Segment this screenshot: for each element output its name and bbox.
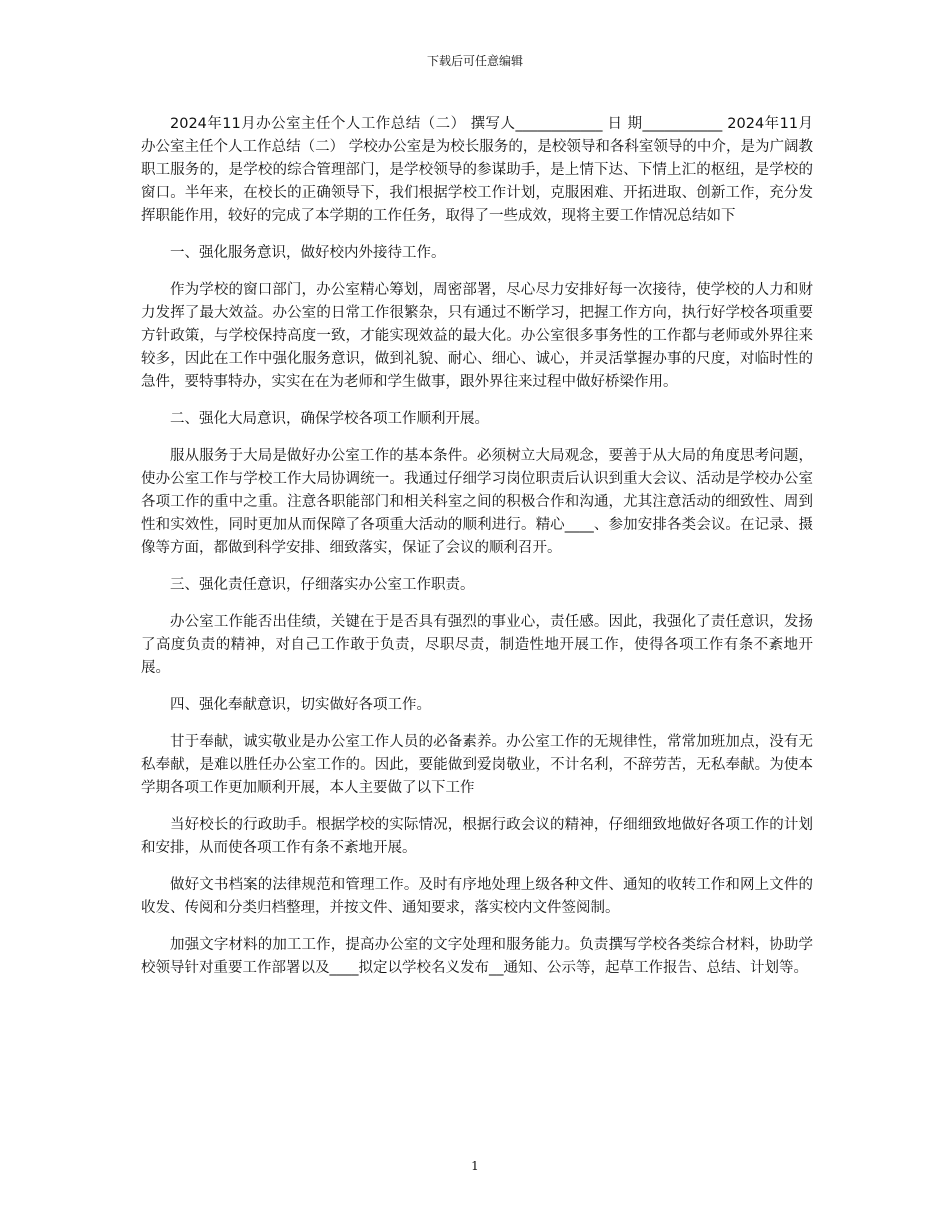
work-item-paragraph-2: 做好文书档案的法律规范和管理工作。及时有序地处理上级各种文件、通知的收转工作和网上文件的收发、传阅和分类归档整理，并按文件、通知要求，落实校内文件签阅制。	[141, 877, 813, 916]
section-heading-1: 一、强化服务意识，做好校内外接待工作。	[170, 245, 446, 261]
work-item-paragraph-3: 加强文字材料的加工工作，提高办公室的文字处理和服务能力。负责撰写学校各类综合材料，协助学校领导针对重要工作部署以及____拟定以学校名义发布__通知、公示等，起草工作报告、总结、计划等。	[141, 937, 813, 976]
section-paragraph-4: 甘于奉献，诚实敬业是办公室工作人员的必备素养。办公室工作的无规律性，常常加班加点，没有无私奉献，是难以胜任办公室工作的。因此，要能做到爱岗敬业，不计名利，不辞劳苦，无私奉献。为使本学期各项工作更加顺利开展，本人主要做了以下工作	[141, 734, 813, 796]
section-heading-4: 四、强化奉献意识，切实做好各项工作。	[170, 697, 431, 713]
intro-paragraph: 2024年11月办公室主任个人工作总结（二） 撰写人____________ 日 期___________ 2024年11月办公室主任个人工作总结（二） 学校办公室是为校长服务的，是校领导和各科室领导的中介，是为广阔教职工服务的，是学校的综合管理部门，是学校领导的参谋助手，是上情下达、下情上汇的枢纽，是学校的窗口。半年来，在校长的正确领导下，我们根据学校工作计划，克服困难、开拓进取、创新工作，充分发挥职能作用，较好的完成了本学期的工作任务，取得了一些成效，现将主要工作情况总结如下	[141, 116, 813, 224]
document-body	[141, 113, 813, 994]
section-heading-3: 三、强化责任意识，仔细落实办公室工作职责。	[170, 577, 475, 593]
section-paragraph-3: 办公室工作能否出佳绩，关键在于是否具有强烈的事业心，责任感。因此，我强化了责任意识，发扬了高度负责的精神，对自己工作敢于负责，尽职尽责，制造性地开展工作，使得各项工作有条不紊地开展。	[141, 614, 813, 676]
section-paragraph-2: 服从服务于大局是做好办公室工作的基本条件。必须树立大局观念，要善于从大局的角度思考问题，使办公室工作与学校工作大局协调统一。我通过仔细学习岗位职责后认识到重大会议、活动是学校办公室各项工作的重中之重。注意各职能部门和相关科室之间的积极合作和沟通，尤其注意活动的细致性、周到性和实效性，同时更加从而保障了各项重大活动的顺利进行。精心____、参加安排各类会议。在记录、摄像等方面，都做到科学安排、细致落实，保证了会议的顺利召开。	[141, 448, 813, 556]
section-heading-2: 二、强化大局意识，确保学校各项工作顺利开展。	[170, 411, 489, 427]
section-paragraph-1: 作为学校的窗口部门，办公室精心筹划，周密部署，尽心尽力安排好每一次接待，使学校的人力和财力发挥了最大效益。办公室的日常工作很繁杂，只有通过不断学习，把握工作方向，执行好学校各项重要方针政策，与学校保持高度一致，才能实现效益的最大化。办公室很多事务性的工作都与老师或外界往来较多，因此在工作中强化服务意识，做到礼貌、耐心、细心、诚心，并灵活掌握办事的尺度，对临时性的急件，要特事特办，实实在在为老师和学生做事，跟外界往来过程中做好桥梁作用。	[141, 282, 813, 390]
page-header: 下载后可任意编辑	[426, 54, 523, 68]
work-item-paragraph-1: 当好校长的行政助手。根据学校的实际情况，根据行政会议的精神，仔细细致地做好各项工作的计划和安排，从而使各项工作有条不紊地开展。	[141, 817, 813, 856]
page-number: 1	[471, 1159, 479, 1173]
